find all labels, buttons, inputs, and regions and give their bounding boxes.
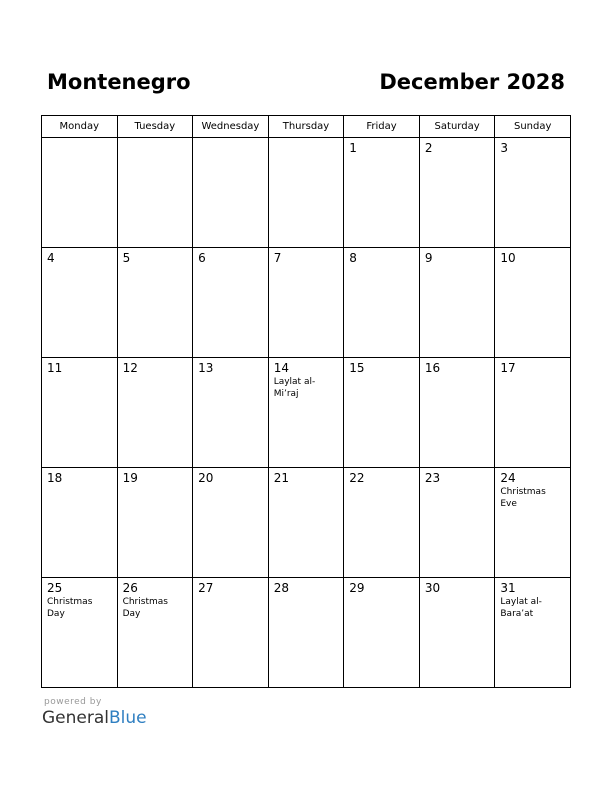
day-cell: [268, 248, 344, 358]
weekday-header: Wednesday: [193, 116, 269, 138]
day-cell: [344, 138, 420, 248]
day-cell: [193, 138, 269, 248]
day-cell: [268, 138, 344, 248]
day-number: 26: [122, 581, 138, 595]
day-number: 14: [273, 361, 289, 375]
weekday-header: Friday: [344, 116, 420, 138]
day-number: 27: [198, 581, 214, 595]
day-cell: [42, 138, 118, 248]
day-cell: [42, 468, 118, 578]
day-number: 31: [500, 581, 516, 595]
holiday-label: Christmas Eve: [500, 487, 546, 509]
holiday-label: Laylat al-Mi’raj: [273, 377, 316, 399]
day-number: 21: [273, 471, 289, 485]
weekday-header: Sunday: [495, 116, 571, 138]
day-cell: [344, 578, 420, 688]
day-number: 1: [349, 141, 357, 155]
day-number: 15: [349, 361, 365, 375]
day-number: 12: [122, 361, 138, 375]
day-number: 6: [198, 251, 206, 265]
holiday-label: Christmas Day: [47, 597, 93, 619]
day-cell: [117, 248, 193, 358]
day-number: 8: [349, 251, 357, 265]
day-number: 24: [500, 471, 516, 485]
day-cell: [117, 358, 193, 468]
week-row: [42, 358, 571, 468]
day-cell: [495, 468, 571, 578]
day-number: 5: [122, 251, 131, 265]
day-cell: [419, 358, 495, 468]
day-cell: [419, 468, 495, 578]
week-row: [42, 248, 571, 358]
day-number: 11: [47, 361, 63, 375]
weekday-header-row: [42, 116, 571, 138]
holiday-label: Laylat al-Bara’at: [500, 597, 542, 619]
brand-blue-text: Blue: [109, 708, 147, 728]
day-cell: [268, 468, 344, 578]
day-number: 4: [47, 251, 55, 265]
week-row: [42, 578, 571, 688]
day-cell: [419, 138, 495, 248]
powered-by-label: powered by: [44, 697, 102, 707]
day-number: 25: [47, 581, 63, 595]
day-cell: [193, 578, 269, 688]
day-number: 13: [198, 361, 214, 375]
day-cell: [419, 248, 495, 358]
day-cell: [117, 578, 193, 688]
day-cell: [193, 248, 269, 358]
week-row: [42, 468, 571, 578]
day-number: 30: [424, 581, 441, 595]
day-number: 9: [424, 251, 433, 265]
day-number: 29: [349, 581, 365, 595]
day-number: 2: [424, 141, 433, 155]
brand-general-text: General: [42, 708, 109, 728]
day-number: 3: [500, 141, 509, 155]
day-number: 16: [424, 361, 441, 375]
day-cell: [344, 358, 420, 468]
day-cell: [344, 248, 420, 358]
day-cell: [117, 138, 193, 248]
day-number: 28: [273, 581, 289, 595]
day-cell: [193, 468, 269, 578]
day-cell: [495, 248, 571, 358]
weekday-header: Monday: [42, 116, 118, 138]
day-cell: [344, 468, 420, 578]
day-cell: [42, 578, 118, 688]
day-number: 19: [122, 471, 138, 485]
day-number: 17: [500, 361, 516, 375]
day-cell: [42, 358, 118, 468]
calendar-country-title: Montenegro: [47, 70, 191, 94]
day-cell: [495, 138, 571, 248]
generalblue-logo[interactable]: [42, 708, 147, 728]
day-number: 7: [273, 251, 282, 265]
calendar-month-title: December 2028: [379, 70, 565, 94]
day-number: 20: [198, 471, 214, 485]
day-cell: [268, 358, 344, 468]
day-cell: [42, 248, 118, 358]
day-number: 10: [500, 251, 516, 265]
week-row: [42, 138, 571, 248]
weekday-header: Saturday: [419, 116, 495, 138]
day-cell: [495, 358, 571, 468]
day-number: 23: [424, 471, 441, 485]
day-number: 22: [349, 471, 365, 485]
day-cell: [193, 358, 269, 468]
weekday-header: Thursday: [268, 116, 344, 138]
day-cell: [268, 578, 344, 688]
month-calendar-grid: [41, 115, 571, 688]
day-cell: [419, 578, 495, 688]
day-cell: [117, 468, 193, 578]
weekday-header: Tuesday: [117, 116, 193, 138]
holiday-label: Christmas Day: [122, 597, 168, 619]
day-cell: [495, 578, 571, 688]
day-number: 18: [47, 471, 63, 485]
